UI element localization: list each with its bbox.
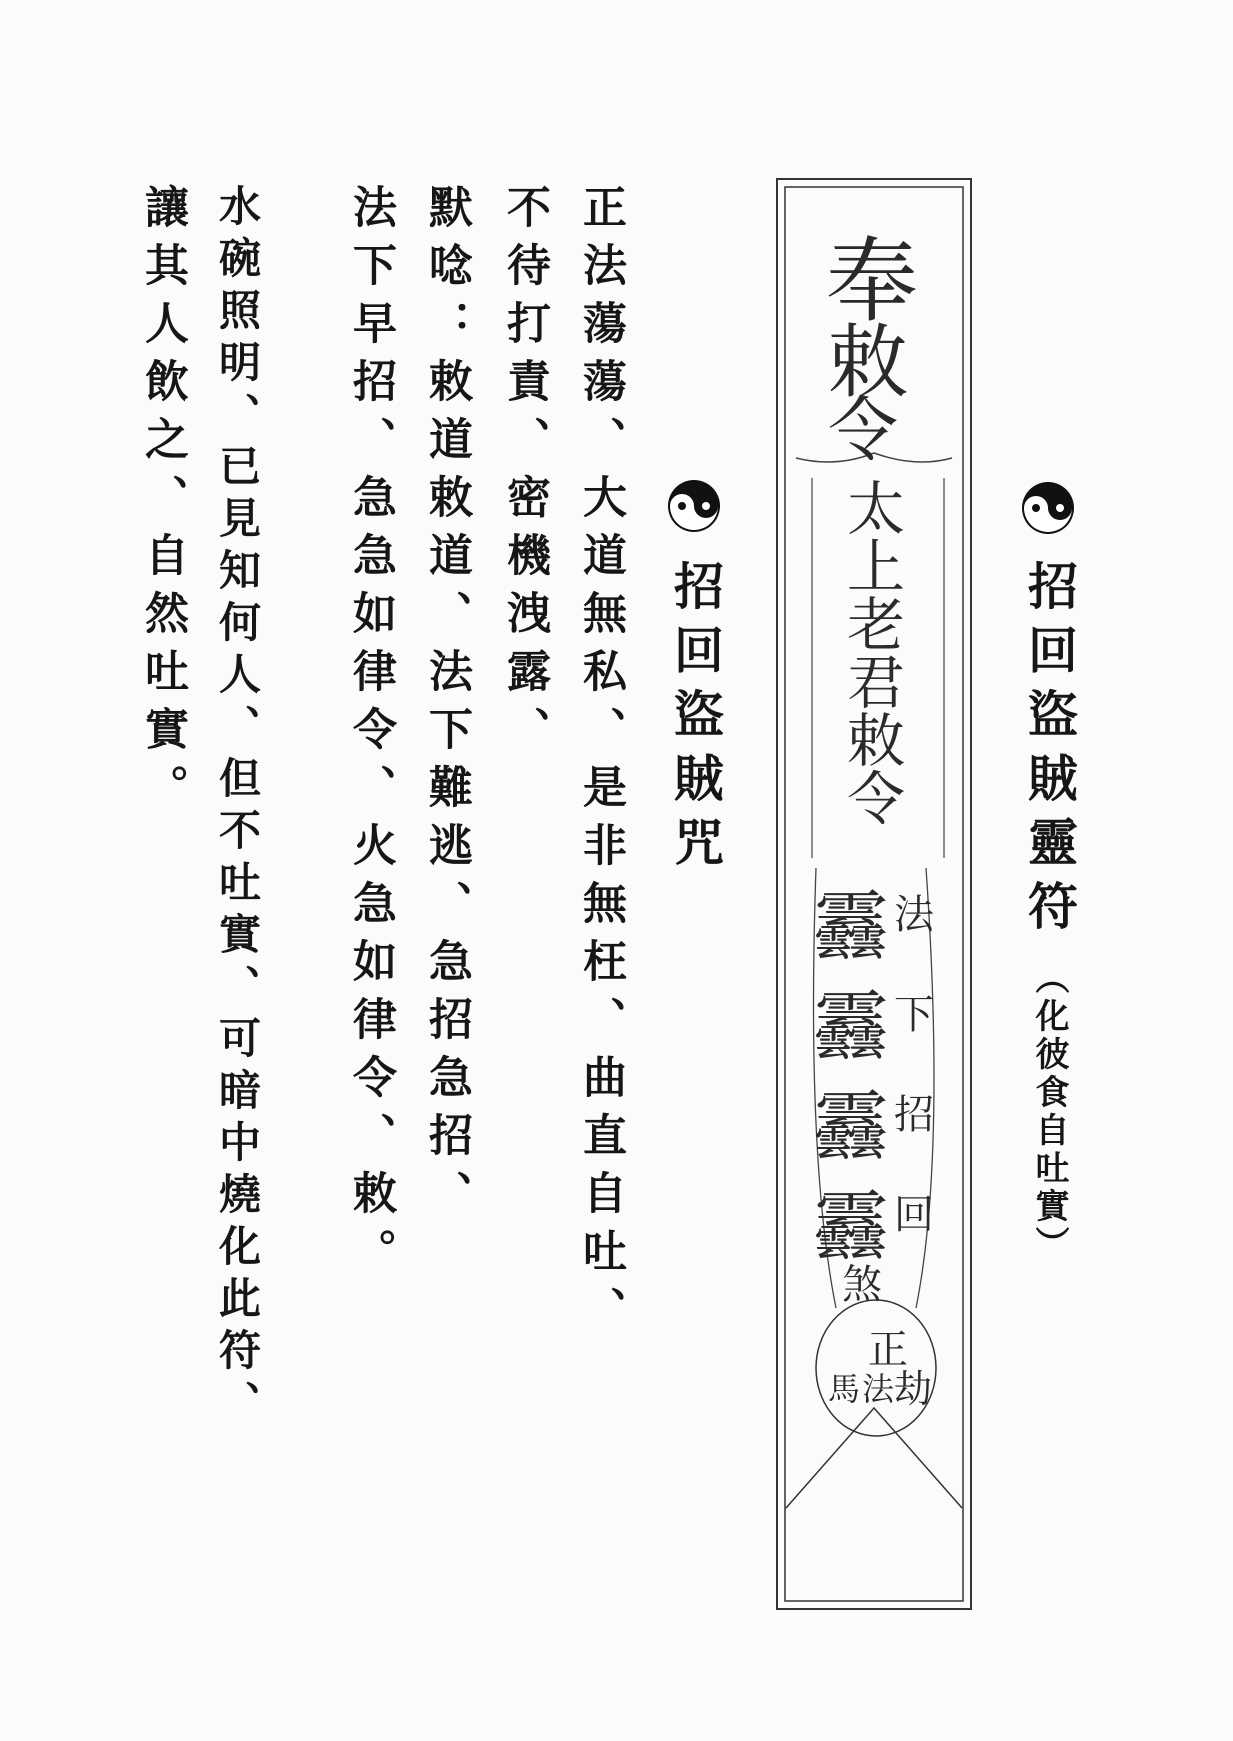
talisman-deity-1-side: 法 bbox=[894, 892, 934, 938]
talisman-strip bbox=[776, 178, 972, 1610]
yin-yang-icon bbox=[666, 478, 722, 534]
talisman-seal-2: 法 bbox=[862, 1370, 895, 1408]
yin-yang-icon bbox=[1020, 480, 1076, 536]
talisman-subtitle: （化彼食自吐實） bbox=[1029, 960, 1069, 1264]
incantation-line-2: 不待打責、密機洩露、 bbox=[499, 184, 550, 764]
talisman-deity-2-side: 下 bbox=[894, 992, 934, 1038]
talisman-deity-3: 䨺 bbox=[814, 1084, 888, 1170]
talisman-tail: 煞 bbox=[842, 1262, 882, 1308]
talisman-seal-4: 劫 bbox=[894, 1367, 933, 1411]
talisman-deity-4-side: 回 bbox=[894, 1192, 934, 1238]
talisman-deity-3-side: 招 bbox=[894, 1092, 934, 1138]
incantation-line-5: 水碗照明、已見知何人、但不吐實、可暗中燒化此符、 bbox=[213, 184, 262, 1432]
incantation-line-1: 正法蕩蕩、大道無私、是非無枉、曲直自吐、 bbox=[575, 184, 626, 1344]
talisman-title: 招回盜賊靈符 bbox=[1020, 560, 1079, 944]
talisman-header-mid: 敕 bbox=[828, 316, 908, 409]
talisman-deity-4: 䨺 bbox=[814, 1184, 888, 1270]
talisman-header-bot: 令 bbox=[828, 389, 898, 471]
talisman-inscription: 太上老君敕令 bbox=[837, 478, 905, 826]
talisman-header-top: 奉 bbox=[826, 228, 919, 335]
incantation-line-3: 默唸：敕道敕道、法下難逃、急招急招、 bbox=[421, 184, 472, 1228]
incantation-line-6: 讓其人飲之、自然吐實。 bbox=[137, 184, 188, 822]
talisman-seal-3: 馬 bbox=[828, 1370, 861, 1408]
talisman-seal-1: 正 bbox=[868, 1327, 908, 1373]
incantation-line-4: 法下早招、急急如律令、火急如律令、敕。 bbox=[345, 184, 396, 1286]
incantation-title: 招回盜賊咒 bbox=[666, 560, 725, 880]
talisman-deity-2: 䨺 bbox=[814, 984, 888, 1070]
talisman-deity-1: 䨺 bbox=[814, 884, 888, 970]
